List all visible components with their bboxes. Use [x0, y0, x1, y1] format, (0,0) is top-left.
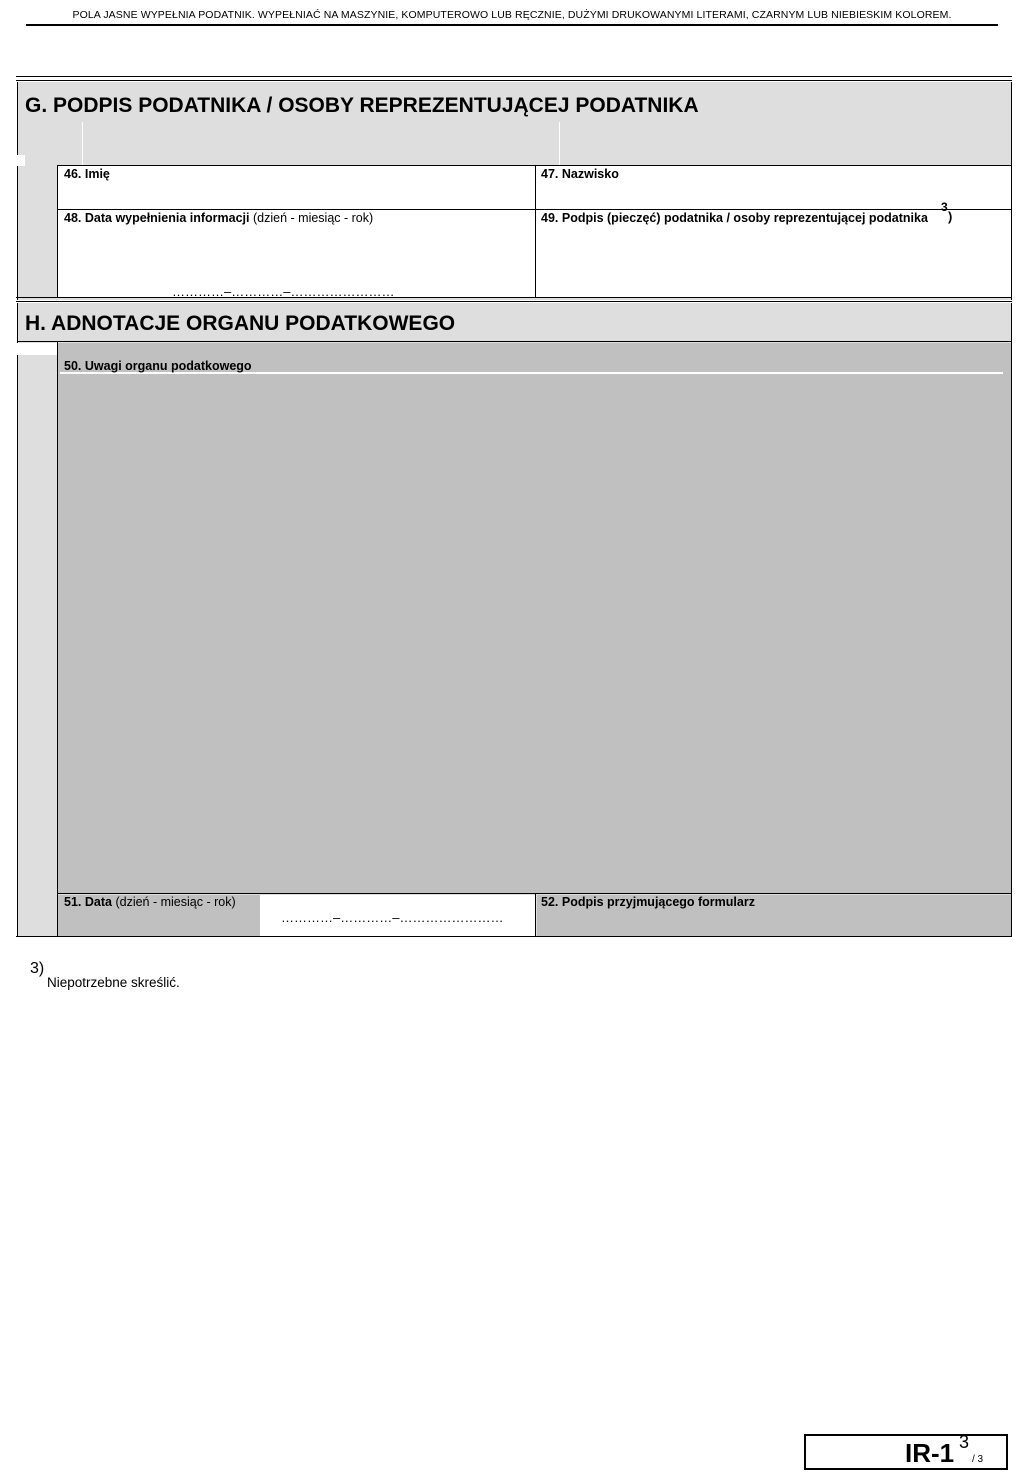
- form-code: IR-1: [905, 1438, 955, 1468]
- field-48-fill-date[interactable]: 48. Data wypełnienia informacji (dzień - miesiąc - rok): [64, 211, 374, 225]
- footnote-text: Niepotrzebne skreślić.: [47, 975, 180, 990]
- footnote-paren: ): [948, 209, 953, 224]
- section-h-title: H. ADNOTACJE ORGANU PODATKOWEGO: [25, 312, 456, 335]
- field-46-first-name[interactable]: 46. Imię: [64, 167, 110, 181]
- page-total: / 3: [972, 1454, 984, 1465]
- footnote-ref: 3: [941, 200, 948, 214]
- section-g-title: G. PODPIS PODATNIKA / OSOBY REPREZENTUJĄCEJ PODATNIKA: [25, 94, 699, 117]
- header-rule: [26, 24, 998, 26]
- field-51-date[interactable]: 51. Data (dzień - miesiąc - rok): [64, 895, 236, 909]
- field-50-remarks[interactable]: [58, 343, 1011, 894]
- field-52-receiver-signature[interactable]: 52. Podpis przyjmującego formularz: [541, 895, 755, 909]
- section-g-top-rule: [16, 76, 1012, 77]
- page-number: 3: [959, 1432, 970, 1452]
- footnote-marker: 3): [30, 960, 45, 977]
- field-47-last-name[interactable]: 47. Nazwisko: [541, 167, 619, 181]
- date-placeholder: …………–…………–……………………: [172, 284, 395, 299]
- field-50-label: 50. Uwagi organu podatkowego: [64, 359, 252, 373]
- form-instruction: POLA JASNE WYPEŁNIA PODATNIK. WYPEŁNIAĆ NA MASZYNIE, KOMPUTEROWO LUB RĘCZNIE, DUŻYMI DRUKOWANYMI LITERAMI, CZARNYM LUB NIEBIESKIM KOLOREM.: [72, 9, 952, 21]
- date-placeholder: …………–…………–……………………: [281, 910, 504, 925]
- section-h-top-rule: [16, 301, 1012, 302]
- field-49-signature[interactable]: 49. Podpis (pieczęć) podatnika / osoby reprezentującej podatnika: [541, 211, 928, 225]
